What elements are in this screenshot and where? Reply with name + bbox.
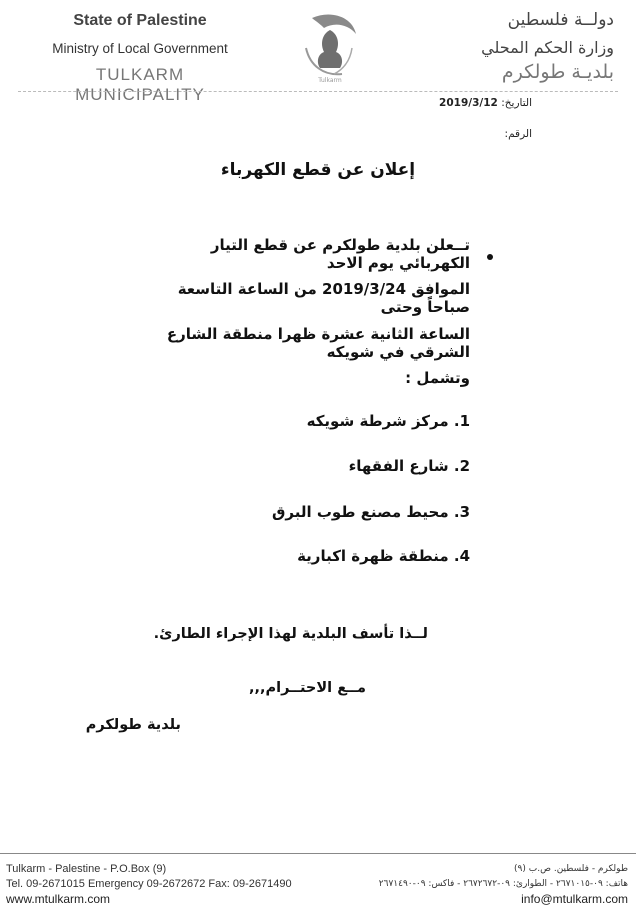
bullet-dot xyxy=(487,254,493,260)
header-arabic xyxy=(424,10,614,83)
footer-en-address: Tulkarm - Palestine - P.O.Box (9) xyxy=(6,863,167,875)
footer-email: info@mtulkarm.com xyxy=(521,892,628,906)
footer-divider xyxy=(0,853,636,854)
header-ar-ministry: وزارة الحكم المحلي xyxy=(481,38,614,57)
reference-line xyxy=(505,128,532,140)
footer-english xyxy=(6,862,292,907)
body-line-3: الساعة الثانية عشرة ظهرا منطقة الشارع الشرقي في شويكه xyxy=(166,325,470,361)
date-line xyxy=(439,97,532,109)
apology-line: لــذا تأسف البلدية لهذا الإجراء الطارئ. xyxy=(153,626,428,642)
regards-line: مــع الاحتــرام,,, xyxy=(248,680,366,696)
signature-line: بلدية طولكرم xyxy=(85,717,181,733)
body-line-2: الموافق 2019/3/24 من الساعة التاسعة صباحاً وحتى xyxy=(177,280,470,316)
header-divider xyxy=(18,91,618,92)
body-line-1: تــعلن بلدية طولكرم عن قطع التيار الكهربائي يوم الاحد xyxy=(210,236,470,272)
municipality-emblem-icon xyxy=(290,8,370,86)
footer-arabic xyxy=(379,862,628,907)
date-value: 2019/3/12 xyxy=(439,97,498,109)
announcement-title: إعلان عن قطع الكهرباء xyxy=(220,160,416,180)
affected-area-1: 1. مركز شرطة شويكه xyxy=(306,412,470,430)
footer-ar-phones: هاتف: ٠٩-٢٦٧١٠١٥ - الطوارئ: ٠٩-٢٦٧٢٦٧٢ - فاكس: ٠٩-٢٦٧١٤٩٠ xyxy=(378,879,628,889)
body-line-4: وتشمل : xyxy=(405,369,470,387)
affected-area-2: 2. شارع الفقهاء xyxy=(348,457,470,475)
header-ar-state: دولــة فلسطين xyxy=(507,10,614,30)
reference-label: الرقم: xyxy=(504,128,532,140)
header-ar-municipality: بلديـة طولكرم xyxy=(501,61,614,83)
header-en-ministry: Ministry of Local Government xyxy=(52,41,228,56)
header-en-municipality: TULKARM MUNICIPALITY xyxy=(75,65,205,104)
footer-en-phones: Tel. 09-2671015 Emergency 09-2672672 Fax: 09-2671490 xyxy=(6,878,292,890)
date-label: التاريخ: xyxy=(501,97,532,109)
affected-area-4: 4. منطقة ظهرة اكبارية xyxy=(297,547,470,565)
footer-ar-address: طولكرم - فلسطين. ص.ب (٩) xyxy=(514,864,628,874)
footer-website: www.mtulkarm.com xyxy=(6,892,111,906)
affected-area-3: 3. محيط مصنع طوب البرق xyxy=(272,503,470,521)
svg-text:Tulkarm: Tulkarm xyxy=(318,77,342,84)
header-en-state: State of Palestine xyxy=(73,12,207,29)
